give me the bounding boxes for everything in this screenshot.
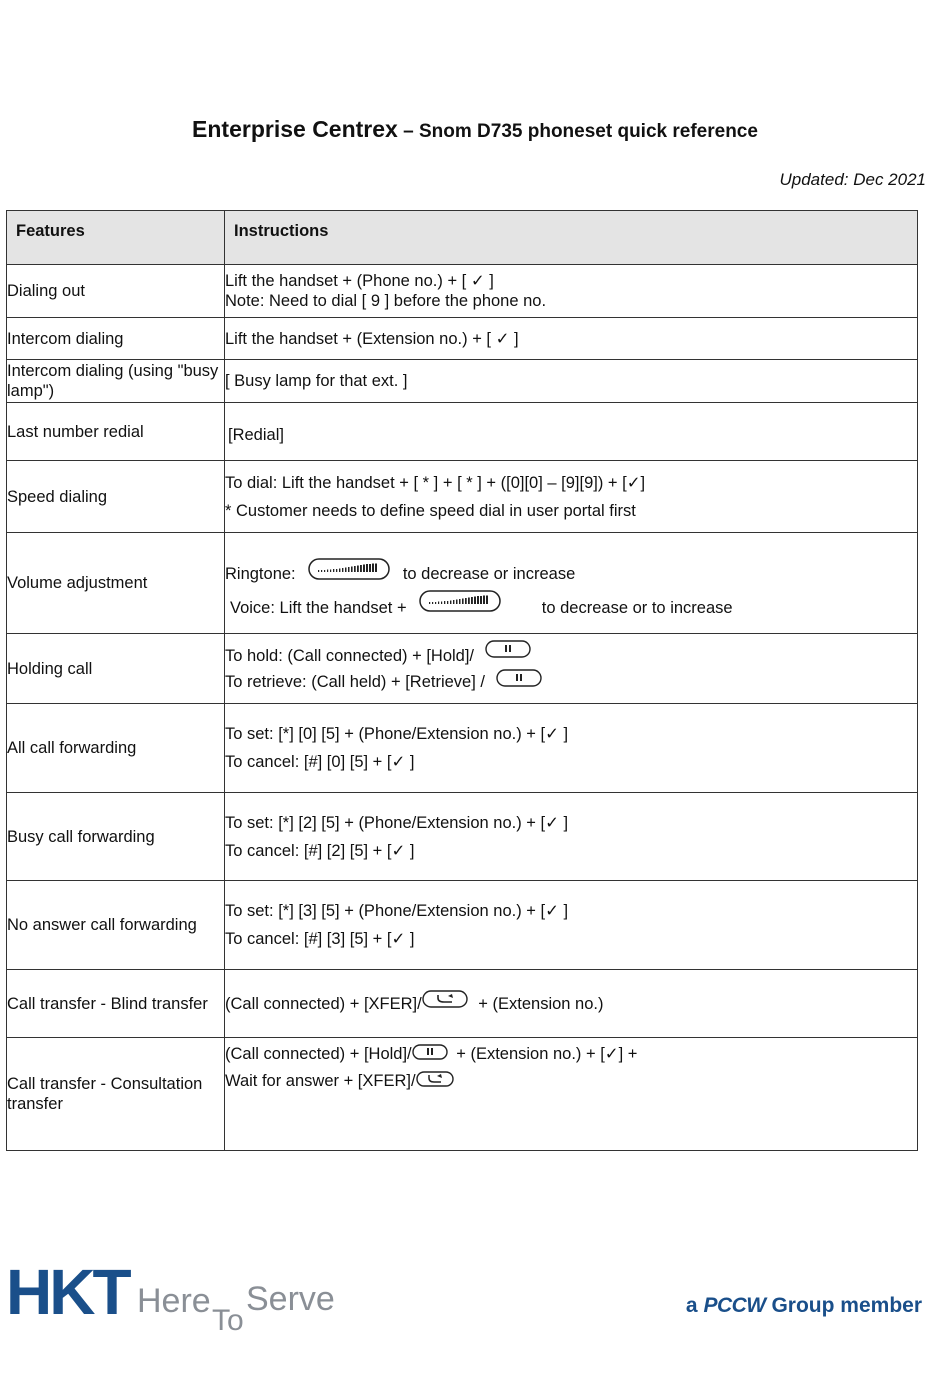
hold-key-icon: [412, 1044, 448, 1060]
feature-cell: Dialing out: [7, 265, 225, 318]
instruction-text: Wait for answer + [XFER]/: [225, 1072, 416, 1090]
hkt-logo: [6, 1258, 336, 1343]
instruction-text: (Call connected) + [XFER]/: [225, 994, 422, 1013]
instruction-line: To cancel: [#] [0] [5] + [✓ ]: [225, 753, 415, 771]
instruction-text: + (Extension no.): [473, 994, 604, 1013]
volume-key-icon: [419, 589, 501, 613]
header-instructions: Instructions: [225, 211, 918, 265]
table-row: [7, 1038, 918, 1151]
feature-cell: No answer call forwarding: [7, 881, 225, 970]
tagline-to: To: [212, 1304, 244, 1337]
feature-cell: Holding call: [7, 634, 225, 704]
instruction-cell: [225, 403, 918, 461]
instruction-line: To cancel: [#] [3] [5] + [✓ ]: [225, 930, 415, 948]
pccw-group-member: Group member: [771, 1294, 922, 1317]
volume-key-icon: [308, 557, 390, 581]
updated-date: Updated: Dec 2021: [779, 170, 926, 189]
table-row: [7, 704, 918, 793]
pccw-a: a: [685, 1294, 698, 1317]
instruction-cell: [225, 265, 918, 318]
instruction-text: + (Extension no.) + [✓] +: [451, 1045, 638, 1063]
hkt-here-to-serve-logo: [6, 1258, 336, 1338]
instruction-line: * Customer needs to define speed dial in user portal first: [225, 501, 636, 520]
feature-cell: Call transfer - Consultation transfer: [7, 1038, 225, 1151]
instruction-cell: [225, 318, 918, 360]
table-row: [7, 265, 918, 318]
table-row: [7, 403, 918, 461]
instruction-cell: [225, 881, 918, 970]
instruction-cell: [225, 970, 918, 1038]
hold-key-icon: [485, 640, 531, 658]
title-main: Enterprise Centrex: [192, 116, 398, 142]
instruction-line: To dial: Lift the handset + [ * ] + [ * ] + ([0][0] – [9][9]) + [✓]: [225, 473, 646, 492]
table-header-row: [7, 211, 918, 265]
transfer-key-icon: [422, 990, 468, 1008]
instruction-line: To set: [*] [3] [5] + (Phone/Extension no.) + [✓ ]: [225, 902, 569, 920]
feature-cell: Last number redial: [7, 403, 225, 461]
instruction-cell: [225, 360, 918, 403]
hkt-wordmark: HKT: [6, 1258, 129, 1328]
instruction-line: [Redial]: [228, 425, 284, 444]
header-features: Features: [7, 211, 225, 265]
feature-cell: Call transfer - Blind transfer: [7, 970, 225, 1038]
instruction-cell: [225, 793, 918, 881]
instruction-line: To set: [*] [2] [5] + (Phone/Extension no.) + [✓ ]: [225, 813, 569, 832]
tagline-here: Here: [137, 1282, 211, 1320]
feature-cell: All call forwarding: [7, 704, 225, 793]
instruction-cell: [225, 634, 918, 704]
instruction-line: Lift the handset + (Extension no.) + [ ✓ ]: [225, 329, 519, 348]
feature-cell: Intercom dialing (using "busy lamp"): [7, 360, 225, 403]
tagline-serve: Serve: [246, 1280, 335, 1318]
feature-cell: Busy call forwarding: [7, 793, 225, 881]
table-row: [7, 793, 918, 881]
feature-cell: Intercom dialing: [7, 318, 225, 360]
quick-reference-table: [6, 210, 918, 1151]
hold-key-icon: [496, 669, 542, 687]
table-row: [7, 881, 918, 970]
feature-cell: Volume adjustment: [7, 533, 225, 634]
instruction-line: [ Busy lamp for that ext. ]: [225, 372, 408, 390]
table-row: [7, 970, 918, 1038]
instruction-text: to decrease or increase: [402, 565, 576, 583]
instruction-line: To cancel: [#] [2] [5] + [✓ ]: [225, 841, 415, 860]
table-row: [7, 360, 918, 403]
feature-cell: Speed dialing: [7, 461, 225, 533]
table-row: [7, 318, 918, 360]
instruction-text: (Call connected) + [Hold]/: [225, 1045, 412, 1063]
instruction-text: Ringtone:: [225, 565, 296, 583]
transfer-key-icon: [416, 1071, 454, 1087]
instruction-line: Lift the handset + (Phone no.) + [ ✓ ]: [225, 272, 494, 290]
instruction-text: To retrieve: (Call held) + [Retrieve] /: [225, 672, 485, 691]
instruction-text: Voice: Lift the handset +: [230, 599, 407, 617]
table-row: [7, 533, 918, 634]
title-sub: – Snom D735 phoneset quick reference: [397, 121, 758, 142]
instruction-cell: [225, 1038, 918, 1151]
instruction-cell: [225, 461, 918, 533]
page-title: [0, 116, 950, 143]
pccw-group-logo: [686, 1294, 922, 1318]
table-row: [7, 461, 918, 533]
instruction-cell: [225, 533, 918, 634]
instruction-text: To hold: (Call connected) + [Hold]/: [225, 646, 475, 665]
pccw-wordmark: PCCW: [703, 1294, 766, 1317]
instruction-text: to decrease or to increase: [541, 599, 733, 617]
instruction-line: Note: Need to dial [ 9 ] before the phone no.: [225, 292, 547, 310]
instruction-line: To set: [*] [0] [5] + (Phone/Extension no.) + [✓ ]: [225, 725, 569, 743]
table-row: [7, 634, 918, 704]
instruction-cell: [225, 704, 918, 793]
